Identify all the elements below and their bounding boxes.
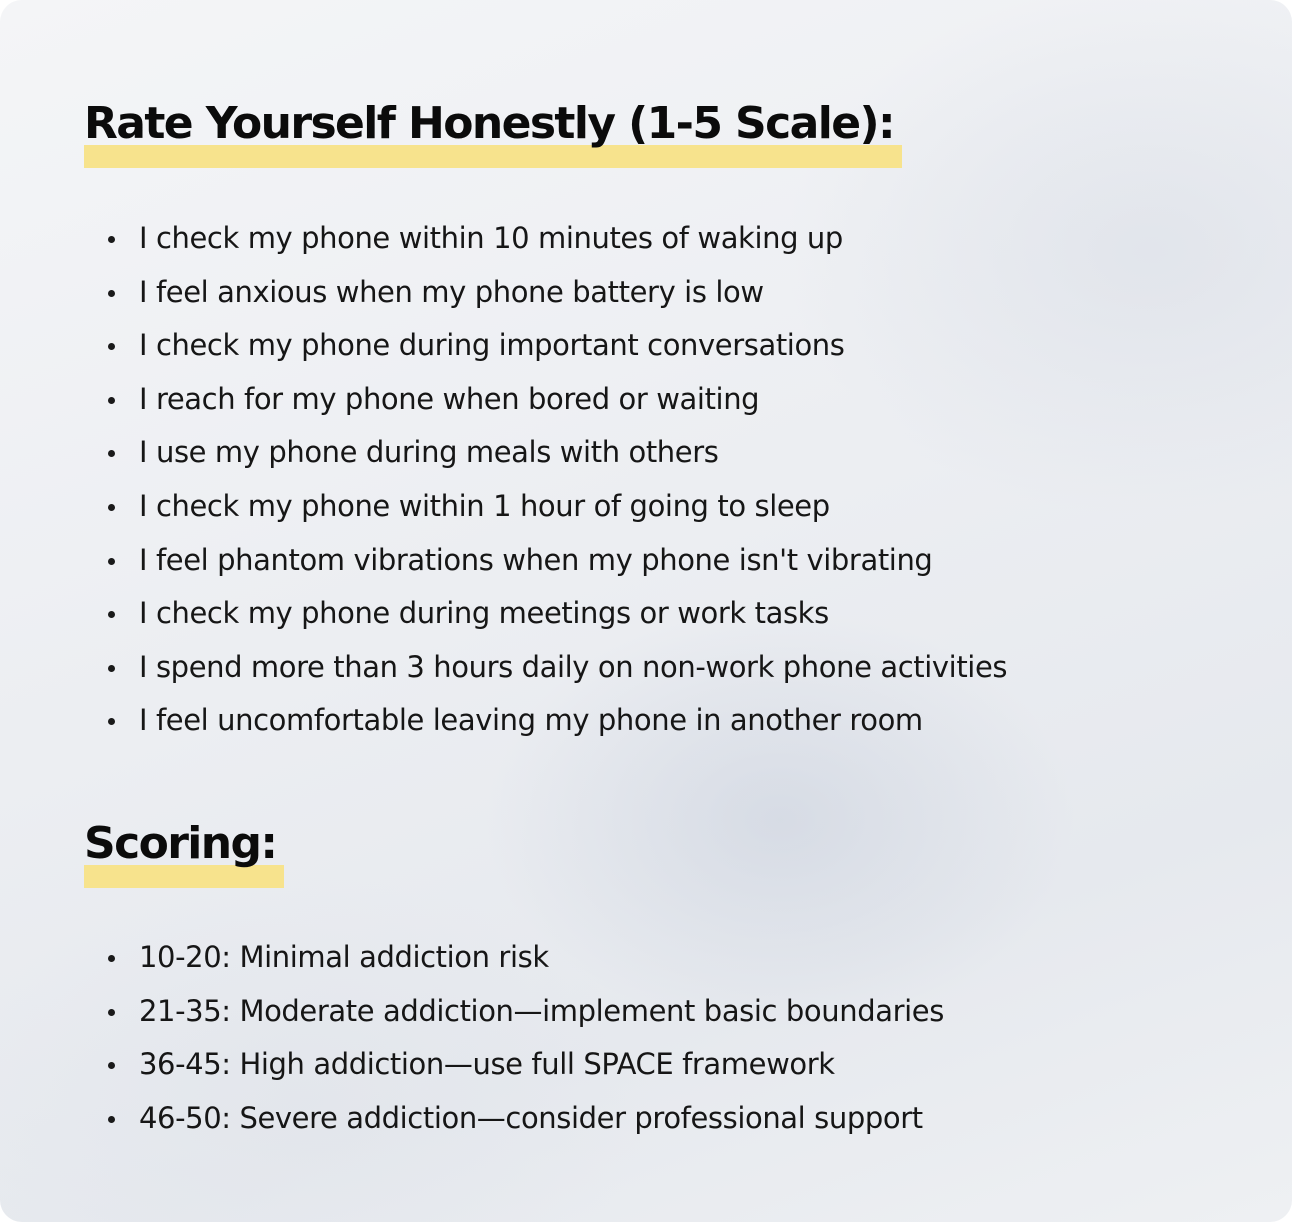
statement-text: I reach for my phone when bored or waiting <box>139 381 760 416</box>
score-range-text: 10-20: Minimal addiction risk <box>139 940 549 974</box>
statement-text: I check my phone within 1 hour of going to sleep <box>139 488 830 523</box>
statement-text: I feel anxious when my phone battery is low <box>139 274 764 309</box>
list-item <box>0 587 1007 641</box>
statement-text: I use my phone during meals with others <box>139 435 719 470</box>
list-item <box>0 373 1007 427</box>
list-item <box>0 534 1007 588</box>
list-item <box>0 985 944 1039</box>
list-item <box>0 931 944 985</box>
score-range-text: 46-50: Severe addiction—consider professional support <box>139 1100 923 1135</box>
bullet-icon <box>108 718 115 725</box>
bullet-icon <box>108 1062 115 1069</box>
bullet-icon <box>108 955 115 962</box>
bullet-icon <box>108 290 115 297</box>
rating-statement-list <box>0 212 1007 748</box>
rating-heading <box>84 98 902 168</box>
score-range-text: 21-35: Moderate addiction—implement basic boundaries <box>139 993 944 1028</box>
statement-text: I check my phone within 10 minutes of waking up <box>139 221 843 255</box>
bullet-icon <box>108 1009 115 1016</box>
list-item <box>0 212 1007 266</box>
statement-text: I feel uncomfortable leaving my phone in another room <box>139 703 923 738</box>
score-range-text: 36-45: High addiction—use full SPACE framework <box>139 1047 835 1082</box>
list-item <box>0 266 1007 320</box>
bullet-icon <box>108 236 115 243</box>
statement-text: I spend more than 3 hours daily on non-work phone activities <box>139 649 1008 684</box>
scoring-heading-text: Scoring: <box>84 818 277 869</box>
statement-text: I check my phone during meetings or work tasks <box>139 596 829 631</box>
list-item <box>0 641 1007 695</box>
list-item <box>0 1038 944 1092</box>
scoring-list <box>0 931 944 1145</box>
bullet-icon <box>108 1116 115 1123</box>
bullet-icon <box>108 450 115 457</box>
bullet-icon <box>108 397 115 404</box>
list-item <box>0 319 1007 373</box>
list-item <box>0 480 1007 534</box>
rating-heading-text: Rate Yourself Honestly (1-5 Scale): <box>84 98 894 149</box>
bullet-icon <box>108 343 115 350</box>
statement-text: I feel phantom vibrations when my phone isn't vibrating <box>139 542 933 577</box>
bullet-icon <box>108 558 115 565</box>
bullet-icon <box>108 611 115 618</box>
bullet-icon <box>108 665 115 672</box>
bullet-icon <box>108 504 115 511</box>
list-item <box>0 426 1007 480</box>
statement-text: I check my phone during important conversations <box>139 328 845 363</box>
list-item <box>0 1092 944 1146</box>
list-item <box>0 694 1007 748</box>
scoring-heading <box>84 818 284 888</box>
